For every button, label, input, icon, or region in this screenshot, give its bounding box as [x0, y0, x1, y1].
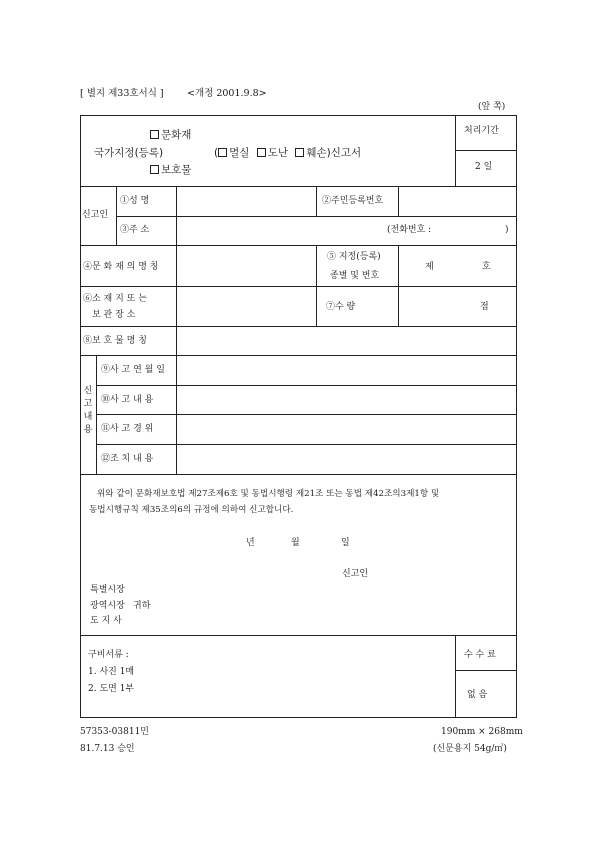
name-label: ①성 명: [120, 196, 150, 206]
action-field[interactable]: [177, 445, 516, 473]
paper-dimensions: 190mm × 268mm: [441, 727, 523, 737]
designation-label-2: 종별 및 번호: [330, 271, 380, 281]
accident-content-field[interactable]: [177, 386, 516, 413]
location-field[interactable]: [177, 287, 315, 325]
phone-close: ): [505, 225, 509, 235]
accident-history-label: ⑪사 고 경 위: [101, 424, 154, 434]
recipient-governor: 도 지 사: [90, 616, 122, 626]
protected-name-field[interactable]: [177, 327, 516, 354]
declaration-line-2: 동법시행규칙 제35조의6의 규정에 의하여 신고합니다.: [89, 505, 294, 515]
processing-period-value: 2 일: [475, 162, 493, 172]
title-suffix: ( 멸실 도난 훼손)신고서: [214, 147, 362, 159]
title-prefix: 국가지정(등록): [94, 147, 164, 159]
address-label: ③주 소: [120, 225, 150, 235]
side-note: (앞 쪽): [478, 102, 506, 112]
attachment-item-1: 1. 사진 1매: [88, 667, 135, 677]
paper-spec: (신문용지 54g/㎡): [433, 744, 507, 754]
recipient-honorific: 귀하: [133, 601, 151, 611]
location-label-1: ⑥소 재 지 또 는: [83, 294, 147, 304]
address-field[interactable]: [177, 217, 382, 244]
accident-date-label: ⑨사 고 연 월 일: [101, 365, 165, 375]
attachments-label: 구비서류 :: [88, 650, 129, 660]
rrn-field[interactable]: [399, 187, 516, 215]
theft-checkbox[interactable]: [257, 148, 266, 157]
date-day: 일: [341, 538, 350, 548]
accident-date-field[interactable]: [177, 356, 516, 384]
recipient-special-city: 특별시장: [90, 585, 125, 595]
fee-value: 없 음: [467, 690, 488, 700]
designation-ho: 호: [482, 262, 491, 272]
designation-je: 제: [425, 262, 434, 272]
phone-label: (전화번호 :: [387, 225, 432, 235]
name-field[interactable]: [177, 187, 315, 215]
quantity-label: ⑦수 량: [326, 302, 356, 312]
protected-checkbox[interactable]: [150, 165, 159, 174]
revision-date: <개정 2001.9.8>: [187, 88, 267, 99]
form-number: [ 별지 제33호서식 ]: [80, 88, 164, 99]
accident-history-field[interactable]: [177, 415, 516, 443]
date-year: 년: [246, 538, 255, 548]
report-group-label: 신고내용: [83, 386, 93, 435]
form-code: 57353-03811민: [80, 727, 149, 737]
title-option-cultural[interactable]: 문화재: [150, 130, 191, 141]
processing-period-label: 처리기간: [464, 126, 499, 136]
signer-label: 신고인: [342, 569, 369, 579]
rrn-label: ②주민등록번호: [322, 196, 384, 206]
declaration-line-1: 위와 같이 문화재보호법 제27조제6호 및 동법시행령 제21조 또는 동법 제42조의3제1항 및: [97, 489, 440, 499]
title-option-protected[interactable]: 보호물: [150, 165, 191, 176]
damage-checkbox[interactable]: [295, 148, 304, 157]
designation-label-1: ⑤ 지정(등록): [327, 252, 381, 262]
accident-content-label: ⑩사 고 내 용: [101, 395, 154, 405]
reporter-group-label: 신고인: [82, 210, 109, 220]
cultural-checkbox[interactable]: [150, 130, 159, 139]
loss-checkbox[interactable]: [218, 148, 227, 157]
approval-date: 81.7.13 승인: [80, 744, 135, 754]
recipient-metro-city: 광역시장: [90, 601, 125, 611]
attachment-item-2: 2. 도면 1부: [88, 684, 135, 694]
location-label-2: 보 관 장 소: [92, 310, 136, 320]
date-month: 월: [291, 538, 300, 548]
protected-name-label: ⑧보 호 물 명 칭: [83, 336, 147, 346]
quantity-unit: 점: [480, 302, 489, 312]
cultural-name-field[interactable]: [177, 246, 315, 285]
action-label: ⑫조 치 내 용: [101, 454, 154, 464]
fee-label: 수 수 료: [464, 650, 496, 660]
cultural-name-label: ④문 화 재 의 명 칭: [83, 262, 159, 272]
